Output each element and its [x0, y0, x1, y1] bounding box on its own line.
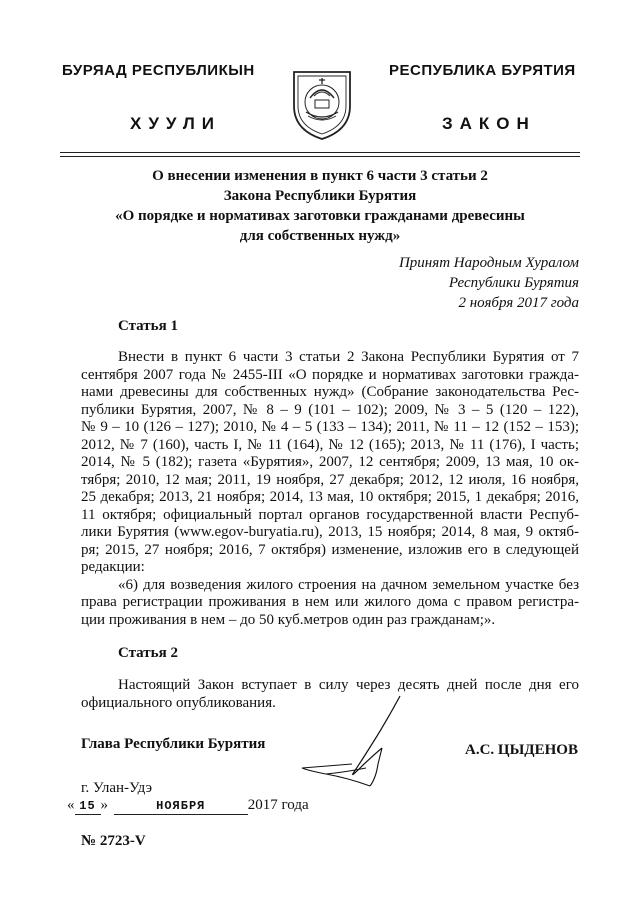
signatory-position: Глава Республики Бурятия — [81, 736, 266, 752]
adoption-line: Республики Бурятия — [448, 275, 579, 291]
date-year: 2017 года — [247, 797, 309, 813]
article-1-line: публики Бурятия, 2007, № 8 – 9 (101 – 102); 2009, № 3 – 5 (120 – 122), — [81, 401, 579, 418]
header-rule-bottom — [60, 156, 580, 157]
article-1-line: тября; 2010, 12 мая; 2011, 19 ноября, 27 декабря; 2012, 12 июля, 16 ноября, — [81, 471, 579, 488]
article-1-quote-line: права регистрации проживания в нем или жилого дома с правом регистра- — [81, 594, 579, 610]
city: г. Улан-Удэ — [81, 780, 153, 796]
adoption-line: Принят Народным Хуралом — [398, 255, 579, 271]
header-left-subtitle: ХУУЛИ — [130, 114, 221, 133]
date-open-quote: « — [67, 797, 75, 813]
article-1-heading: Статья 1 — [118, 318, 178, 334]
handwritten-signature-icon — [296, 692, 416, 794]
header-left-title: БУРЯАД РЕСПУБЛИКЫН — [62, 62, 255, 79]
date-month: НОЯБРЯ — [156, 799, 206, 813]
article-1-line: лики Бурятия (www.egov-buryatia.ru), 2013, 15 ноября; 2014, 8 мая, 9 октяб- — [81, 524, 579, 540]
article-1-line: 2014, № 5 (182); газета «Бурятия», 2007, 12 сентября; 2009, 13 мая, 10 ок- — [81, 454, 579, 470]
header-rule-top — [60, 152, 580, 153]
buryatia-coat-of-arms-icon — [288, 62, 356, 142]
adoption-line: 2 ноября 2017 года — [458, 295, 579, 311]
date-day-field — [75, 797, 101, 815]
article-1-line: сентября 2007 года № 2455-III «О порядке и нормативах заготовки гражда- — [81, 366, 579, 383]
date-day: 15 — [79, 799, 96, 813]
article-1-line: 11 октября; официальный портал органов государственной власти Респуб- — [81, 506, 579, 523]
article-2-line: Настоящий Закон вступает в силу через десять дней после дня его — [118, 677, 579, 693]
law-title-line: для собственных нужд» — [239, 228, 401, 244]
date-close-quote: » — [100, 797, 108, 813]
article-2-heading: Статья 2 — [118, 645, 178, 661]
law-title-line: Закона Республики Бурятия — [223, 188, 417, 204]
law-title — [60, 166, 580, 246]
article-1-line: редакции: — [81, 559, 145, 575]
adoption-note — [300, 253, 579, 313]
article-1-line: ря; 2015, 27 ноября; 2016, 7 октября) изменение, изложив его в следующей — [81, 541, 579, 558]
article-1-line: Внести в пункт 6 части 3 статьи 2 Закона Республики Бурятия от 7 — [118, 349, 579, 365]
article-1-line: 2012, № 7 (160), часть I, № 11 (164), № 12 (165); 2013, № 11 (176), I часть; — [81, 436, 579, 453]
article-1-quote-line: ции проживания в нем – до 50 куб.метров один раз гражданам;». — [81, 611, 496, 628]
article-1-body — [81, 349, 579, 629]
header-right-subtitle: ЗАКОН — [442, 114, 536, 133]
article-1-line: 25 декабря; 2013, 21 ноября; 2014, 13 мая, 10 октября; 2015, 1 декабря; 2016, — [81, 489, 579, 505]
signing-date — [67, 797, 309, 815]
article-1-line: нами древесины для собственных нужд» (Собрание законодательства Рес- — [81, 384, 579, 400]
law-title-line: «О порядке и нормативах заготовки гражданами древесины — [115, 208, 525, 224]
article-1-line: № 9 – 10 (126 – 127); 2010, № 4 – 5 (133 – 134); 2011, № 11 – 12 (152 – 153); — [81, 419, 579, 435]
law-title-line: О внесении изменения в пункт 6 части 3 статьи 2 — [152, 168, 488, 184]
date-month-field — [114, 797, 248, 815]
law-number: № 2723-V — [81, 833, 146, 849]
signatory-name: А.С. ЦЫДЕНОВ — [465, 742, 578, 758]
article-2-line: официального опубликования. — [81, 694, 276, 711]
header-right-title: РЕСПУБЛИКА БУРЯТИЯ — [389, 62, 576, 79]
article-1-quote-line: «6) для возведения жилого строения на дачном земельном участке без — [118, 576, 579, 593]
